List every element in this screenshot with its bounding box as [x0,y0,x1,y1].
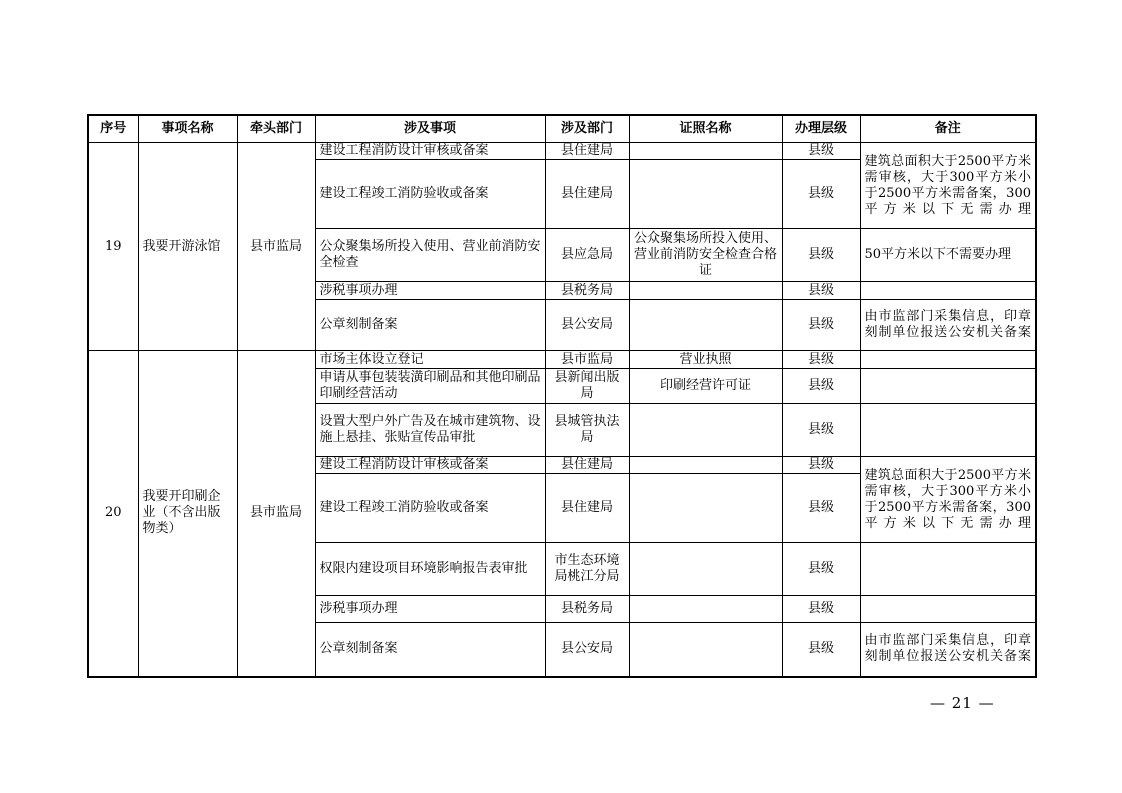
row-number: 19 [88,143,138,351]
involved-dept: 县城管执法局 [545,404,629,457]
table-row [88,351,1036,369]
involved-item: 公章刻制备案 [315,623,545,677]
certificate [629,543,782,596]
remarks [860,282,1036,300]
item-name: 我要开印刷企业（不含出版物类） [138,351,237,677]
table-header-row [88,115,1036,143]
involved-item: 申请从事包装装潢印刷品和其他印刷品印刷经营活动 [315,369,545,404]
involved-dept: 县应急局 [545,229,629,282]
remarks: 建筑总面积大于2500平方米需审核，大于300平方米小于2500平方米需备案，300平方米以下无需办理 [860,143,1036,229]
remarks [860,369,1036,404]
header-no: 序号 [88,115,138,143]
involved-dept: 县税务局 [545,596,629,623]
involved-dept: 市生态环境局桃江分局 [545,543,629,596]
remarks: 50平方米以下不需要办理 [860,229,1036,282]
certificate [629,596,782,623]
level: 县级 [782,623,860,677]
involved-dept: 县住建局 [545,160,629,229]
level: 县级 [782,160,860,229]
involved-dept: 县公安局 [545,623,629,677]
remarks [860,404,1036,457]
header-lead-dept: 牵头部门 [237,115,315,143]
level: 县级 [782,369,860,404]
certificate: 印刷经营许可证 [629,369,782,404]
row-number: 20 [88,351,138,677]
involved-item: 涉税事项办理 [315,282,545,300]
certificate [629,457,782,474]
involved-dept: 县新闻出版局 [545,369,629,404]
item-name: 我要开游泳馆 [138,143,237,351]
involved-item: 市场主体设立登记 [315,351,545,369]
remarks [860,351,1036,369]
involved-item: 设置大型户外广告及在城市建筑物、设施上悬挂、张贴宣传品审批 [315,404,545,457]
header-remarks: 备注 [860,115,1036,143]
involved-item: 公众聚集场所投入使用、营业前消防安全检查 [315,229,545,282]
certificate: 营业执照 [629,351,782,369]
level: 县级 [782,596,860,623]
level: 县级 [782,351,860,369]
involved-item: 建设工程消防设计审核或备案 [315,457,545,474]
header-item-name: 事项名称 [138,115,237,143]
involved-item: 建设工程竣工消防验收或备案 [315,474,545,543]
certificate [629,474,782,543]
remarks [860,596,1036,623]
level: 县级 [782,282,860,300]
table-row [88,143,1036,160]
lead-dept: 县市监局 [237,351,315,677]
level: 县级 [782,143,860,160]
level: 县级 [782,543,860,596]
remarks: 由市监部门采集信息，印章刻制单位报送公安机关备案 [860,300,1036,351]
involved-item: 涉税事项办理 [315,596,545,623]
involved-item: 建设工程消防设计审核或备案 [315,143,545,160]
certificate [629,282,782,300]
page-number: — 21 — [930,694,995,712]
level: 县级 [782,229,860,282]
certificate: 公众聚集场所投入使用、营业前消防安全检查合格证 [629,229,782,282]
involved-dept: 县住建局 [545,143,629,160]
involved-dept: 县公安局 [545,300,629,351]
service-items-table [87,114,1037,678]
header-certificate: 证照名称 [629,115,782,143]
remarks: 由市监部门采集信息，印章刻制单位报送公安机关备案 [860,623,1036,677]
header-involved-dept: 涉及部门 [545,115,629,143]
level: 县级 [782,404,860,457]
involved-item: 权限内建设项目环境影响报告表审批 [315,543,545,596]
header-level: 办理层级 [782,115,860,143]
level: 县级 [782,457,860,474]
involved-dept: 县住建局 [545,457,629,474]
remarks [860,543,1036,596]
involved-dept: 县市监局 [545,351,629,369]
level: 县级 [782,474,860,543]
certificate [629,404,782,457]
certificate [629,160,782,229]
involved-item: 建设工程竣工消防验收或备案 [315,160,545,229]
certificate [629,143,782,160]
level: 县级 [782,300,860,351]
involved-dept: 县税务局 [545,282,629,300]
lead-dept: 县市监局 [237,143,315,351]
remarks: 建筑总面积大于2500平方米需审核，大于300平方米小于2500平方米需备案，300平方米以下无需办理 [860,457,1036,543]
certificate [629,623,782,677]
involved-item: 公章刻制备案 [315,300,545,351]
involved-dept: 县住建局 [545,474,629,543]
header-involved-item: 涉及事项 [315,115,545,143]
certificate [629,300,782,351]
